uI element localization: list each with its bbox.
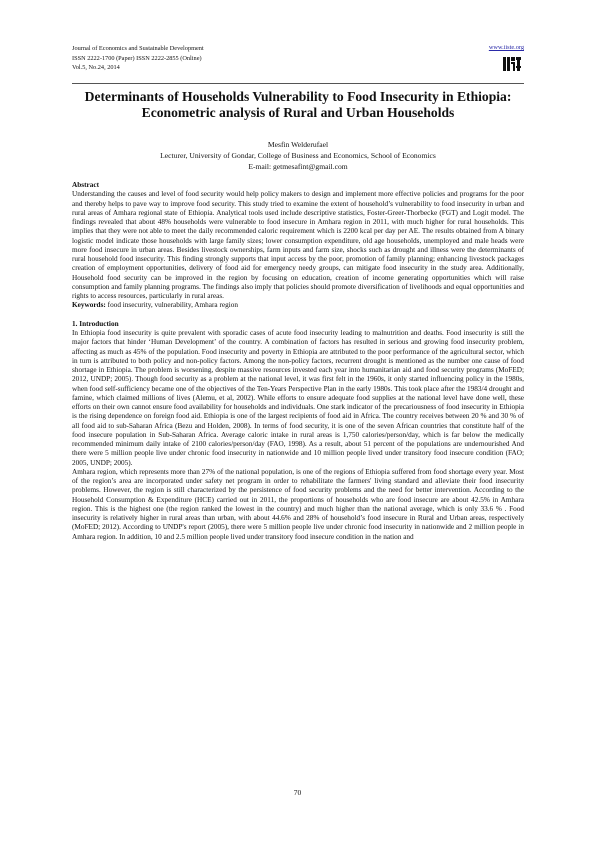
iiste-logo-icon bbox=[502, 54, 522, 74]
introduction-paragraph-1: In Ethiopia food insecurity is quite prevalent with sporadic cases of acute food insecurity leading to malnutrition and deaths. Food insecurity is still the major factors that hinder ‘Human Development’ of the country. A combination of factors has resulted in serious and growing food insecurity problem, affecting as much as 45% of the population. Food insecurity and poverty in Ethiopia are attributed to the poor performance of the agricultural sector, which in turn is attributed to both policy and non-policy factors. Among the non-policy factors, recurrent drought is mentioned as the number one cause of food shortage in Ethiopia. The problem is worsening, despite massive resources invested each year into humanitarian aid and food security programs (MoFED; 2012, UNDP; 2005). Though food security as a problem at the national level, it was first felt in the 1960s, it only started influencing policy in the 1980s, when food self-sufficiency became one of the objectives of the Ten-Years Perspective Plan in the early 1980s. This took place after the 1983/4 drought and famine, which claimed millions of lives (Alemu, et al, 2002). While efforts to ensure adequate food supplies at the national level have done well, these efforts on their own cannot ensure food availability for households and individuals. One stark indicator of the precariousness of food insecurity in Ethiopia is the rising dependence on foreign food aid. Ethiopia is one of the largest recipients of food aid in Africa. The country receives between 20 % and 30 % of all food aid to sub-Saharan Africa (Bezu and Holden, 2008). In terms of food security, it is one of the seven African countries that constitute half of the food insecure population in Sub-Saharan Africa. Average caloric intake in rural areas is 1,750 calories/person/day, which is far below the medically recommended minimum daily intake of 2100 calories/person/day (FAO, 1998). As a result, about 51 percent of the populations are undernourished And there were 5 million people live under chronic food insecurity in nationwide and 10 million people lived under transitory food insecure condition (FAO; 2005, UNDP; 2005). bbox=[72, 329, 524, 467]
section-spacer bbox=[72, 311, 524, 320]
abstract-text: Understanding the causes and level of food security would help policy makers to design and implement more effective policies and programs for the poor and thereby helps to pave way to improve food security. This study tried to examine the extent of household’s vulnerability to food insecurity in urban and rural areas of Amhara regional state of Ethiopia. Analytical tools used include descriptive statistics, Foster-Greer-Thorbecke (FGT) and Logit model. The findings revealed that about 48% households were vulnerable to food insecure in Amhara region in 2011, with much higher for rural households. This implies that they were not able to meet the daily recommended caloric requirement which is 2200 kcal per day per AE. The results obtained from A binary logistic model indicate those households with large family sizes; lower consumption expenditure, old age households, unemployed and male heads were more food insecure in urban areas. Besides livestock ownerships, farm inputs and farm size, shocks such as drought and illness were the determinants of rural household food insecurity. This finding strongly supports that input access by the poor, promotion of family planning; enhancing livestock packages creation of employment opportunities, delivery of food aid for emergency needy groups, can mitigate food insecurity in the study area. Additionally, Household food security can be improved in the region by focusing on education, creation of income generating opportunities which will raise consumption and family planning programs. The findings also imply that policies should promote diversification of livelihoods and equal opportunities and rights to access resources, particularly in rural areas. bbox=[72, 190, 524, 300]
introduction-heading: 1. Introduction bbox=[72, 319, 119, 328]
journal-name: Journal of Economics and Sustainable Development bbox=[72, 45, 204, 52]
keywords-text: food insecurity, vulnerability, Amhara region bbox=[105, 301, 238, 310]
page-number: 70 bbox=[293, 788, 302, 797]
keywords-line bbox=[72, 301, 524, 310]
abstract-heading: Abstract bbox=[72, 181, 99, 189]
journal-header bbox=[72, 44, 524, 80]
paper-title: Determinants of Households Vulnerability to Food Insecurity in Ethiopia: Econometric analysis of Rural and Urban Households bbox=[84, 89, 512, 120]
journal-info bbox=[72, 44, 204, 73]
author-name: Mesfin Welderufael bbox=[267, 140, 329, 149]
journal-website-link[interactable]: www.iiste.org bbox=[488, 44, 524, 51]
keywords-label: Keywords: bbox=[72, 301, 106, 310]
header-divider bbox=[72, 83, 524, 84]
author-email: E-mail: getmesafint@gmail.com bbox=[248, 161, 348, 171]
introduction-paragraph-2: Amhara region, which represents more than 27% of the national population, is one of the regions of Ethiopia suffered from food shortage every year. Most of the region’s area are incorporated under safety net program in order to rehabilitate the farmers' living standard and alleviate their food insecurity problems. However, the region is still characterized by the persistence of food security problems and the need for better intervention. According to the Household Consumption & Expenditure (HCE) carried out in 2011, the proportions of households who are food insecure are about 42.5% in Amhara region. This is the highest one (the region ranked the lowest in the country) and much higher than the national average, which is only 33.6 % . Food insecurity is relatively higher in rural areas than urban, with about 44.6% and 28% of household’s food insecure in Rural and Urban areas, respectively (MoFED; 2012). According to UNDP's report (2005), there were 5 million people live under chronic food insecurity in nationwide and 2 million people in Amhara region. In addition, 10 and 2.5 million people lived under transitory food insecure condition in the nation and bbox=[72, 467, 524, 541]
journal-issn: ISSN 2222-1700 (Paper) ISSN 2222-2855 (Online) bbox=[72, 54, 202, 62]
paper-body bbox=[72, 181, 524, 542]
author-block bbox=[72, 140, 524, 172]
journal-volume: Vol.5, No.24, 2014 bbox=[72, 64, 120, 71]
author-affiliation: Lecturer, University of Gondar, College of Business and Economics, School of Economics bbox=[160, 150, 436, 160]
